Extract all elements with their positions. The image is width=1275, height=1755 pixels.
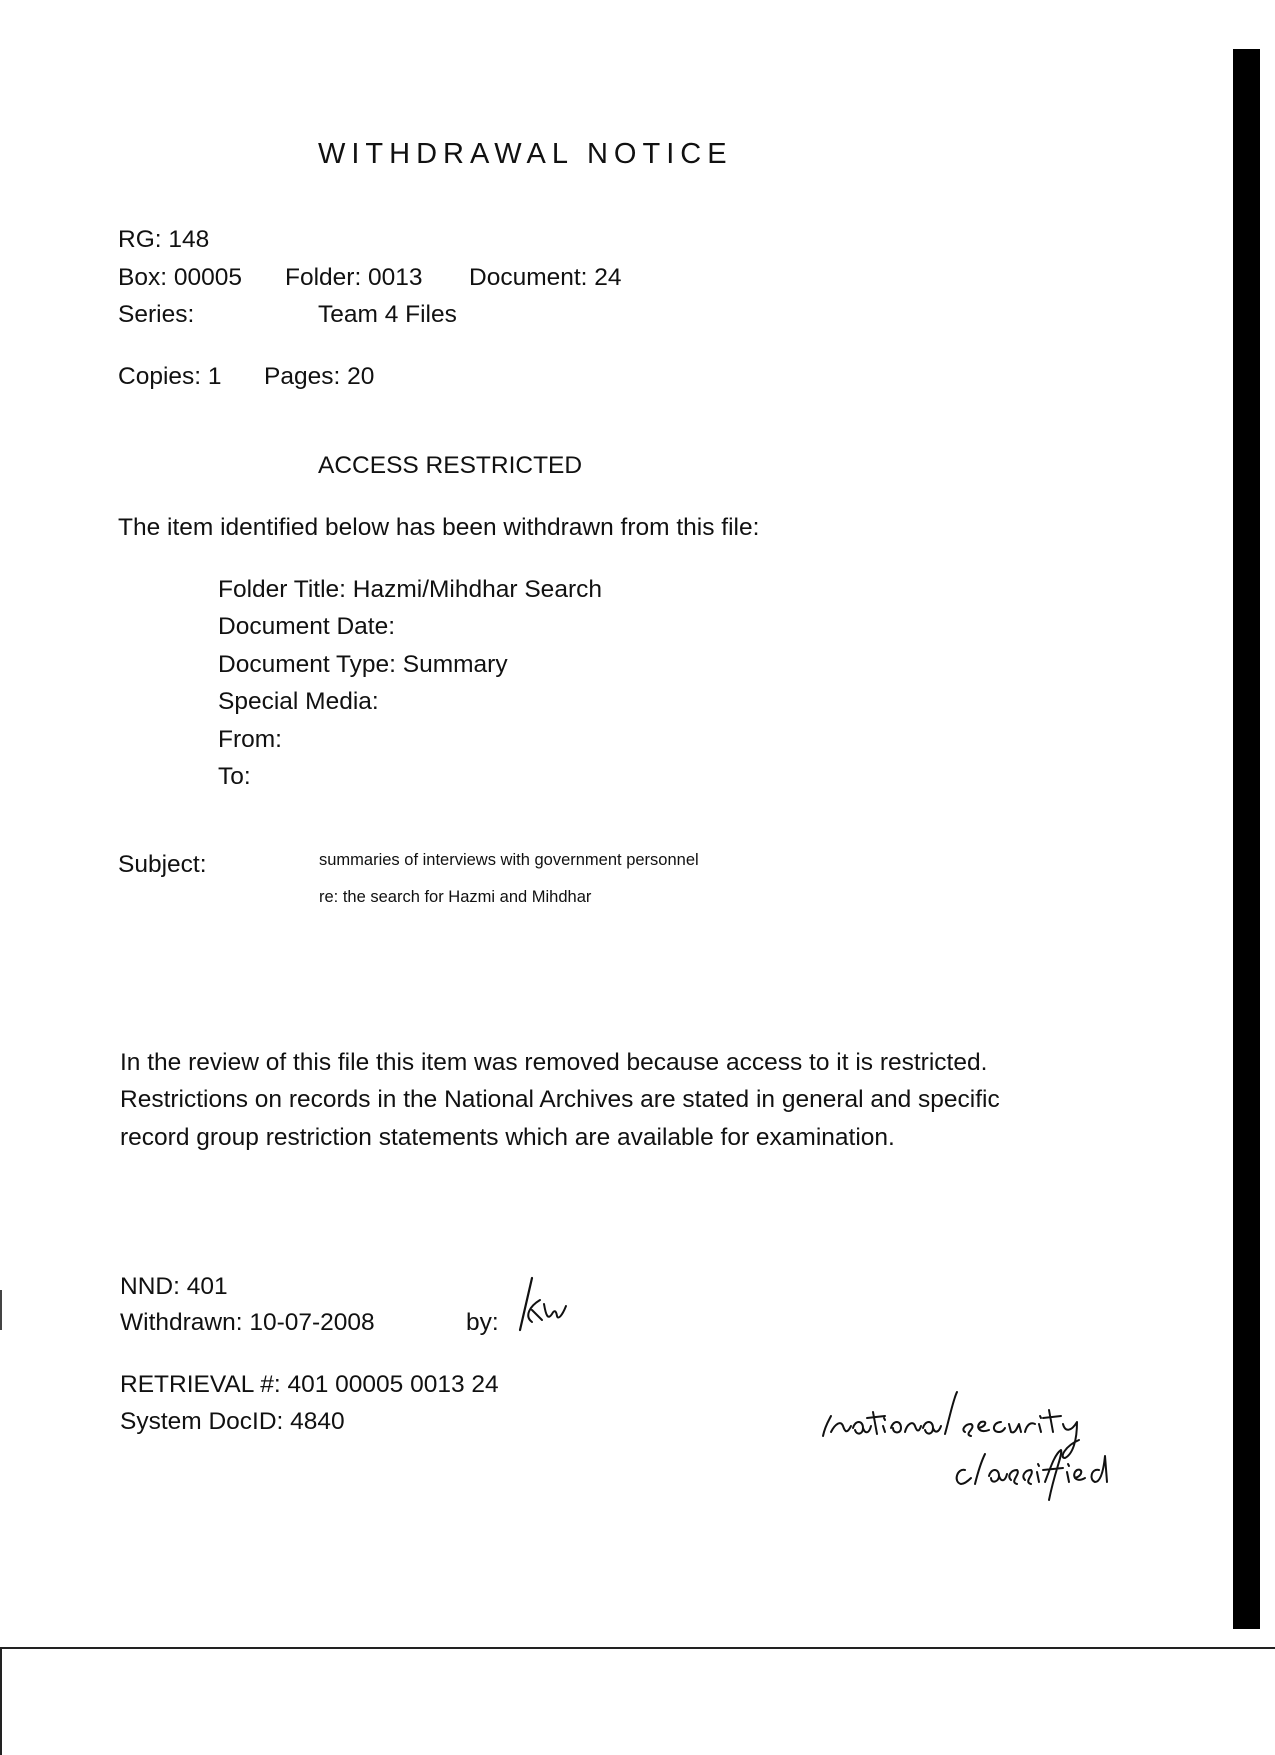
nnd-field: NND: 401 <box>120 1273 228 1300</box>
scan-edge-bar <box>1233 49 1260 1629</box>
subject-label: Subject: <box>118 851 207 878</box>
copies-field: Copies: 1 <box>118 363 222 390</box>
series-label: Series: <box>118 301 195 328</box>
subject-line-2: re: the search for Hazmi and Mihdhar <box>319 888 592 906</box>
intro-text: The item identified below has been withdrawn from this file: <box>118 514 760 541</box>
rg-field: RG: 148 <box>118 226 210 253</box>
pages-field: Pages: 20 <box>264 363 375 390</box>
by-label: by: <box>466 1309 499 1336</box>
to-field: To: <box>218 763 251 790</box>
retrieval-number: RETRIEVAL #: 401 00005 0013 24 <box>120 1371 499 1398</box>
document-field: Document: 24 <box>469 264 622 291</box>
special-media-field: Special Media: <box>218 688 379 715</box>
review-paragraph: In the review of this file this item was removed because access to it is restricted. Restrictions on records in the National Archives are stated in general and specific record group restriction statements which are available for examination. <box>120 1049 1000 1151</box>
system-docid: System DocID: 4840 <box>120 1408 345 1435</box>
scan-left-tick <box>0 1290 2 1330</box>
access-restricted-heading: ACCESS RESTRICTED <box>318 452 583 479</box>
document-type-field: Document Type: Summary <box>218 651 508 678</box>
subject-line-1: summaries of interviews with government personnel <box>319 851 699 869</box>
scan-left-edge <box>0 1649 2 1755</box>
withdrawn-date: Withdrawn: 10-07-2008 <box>120 1309 375 1336</box>
folder-field: Folder: 0013 <box>285 264 423 291</box>
from-field: From: <box>218 726 282 753</box>
box-field: Box: 00005 <box>118 264 242 291</box>
document-date-field: Document Date: <box>218 613 396 640</box>
folder-title-field: Folder Title: Hazmi/Mihdhar Search <box>218 576 602 603</box>
page-title: WITHDRAWAL NOTICE <box>318 138 733 170</box>
series-value: Team 4 Files <box>318 301 457 328</box>
handwritten-annotation <box>815 1370 1185 1520</box>
scan-bottom-line <box>0 1647 1275 1649</box>
withdrawn-by-initials <box>510 1270 580 1340</box>
